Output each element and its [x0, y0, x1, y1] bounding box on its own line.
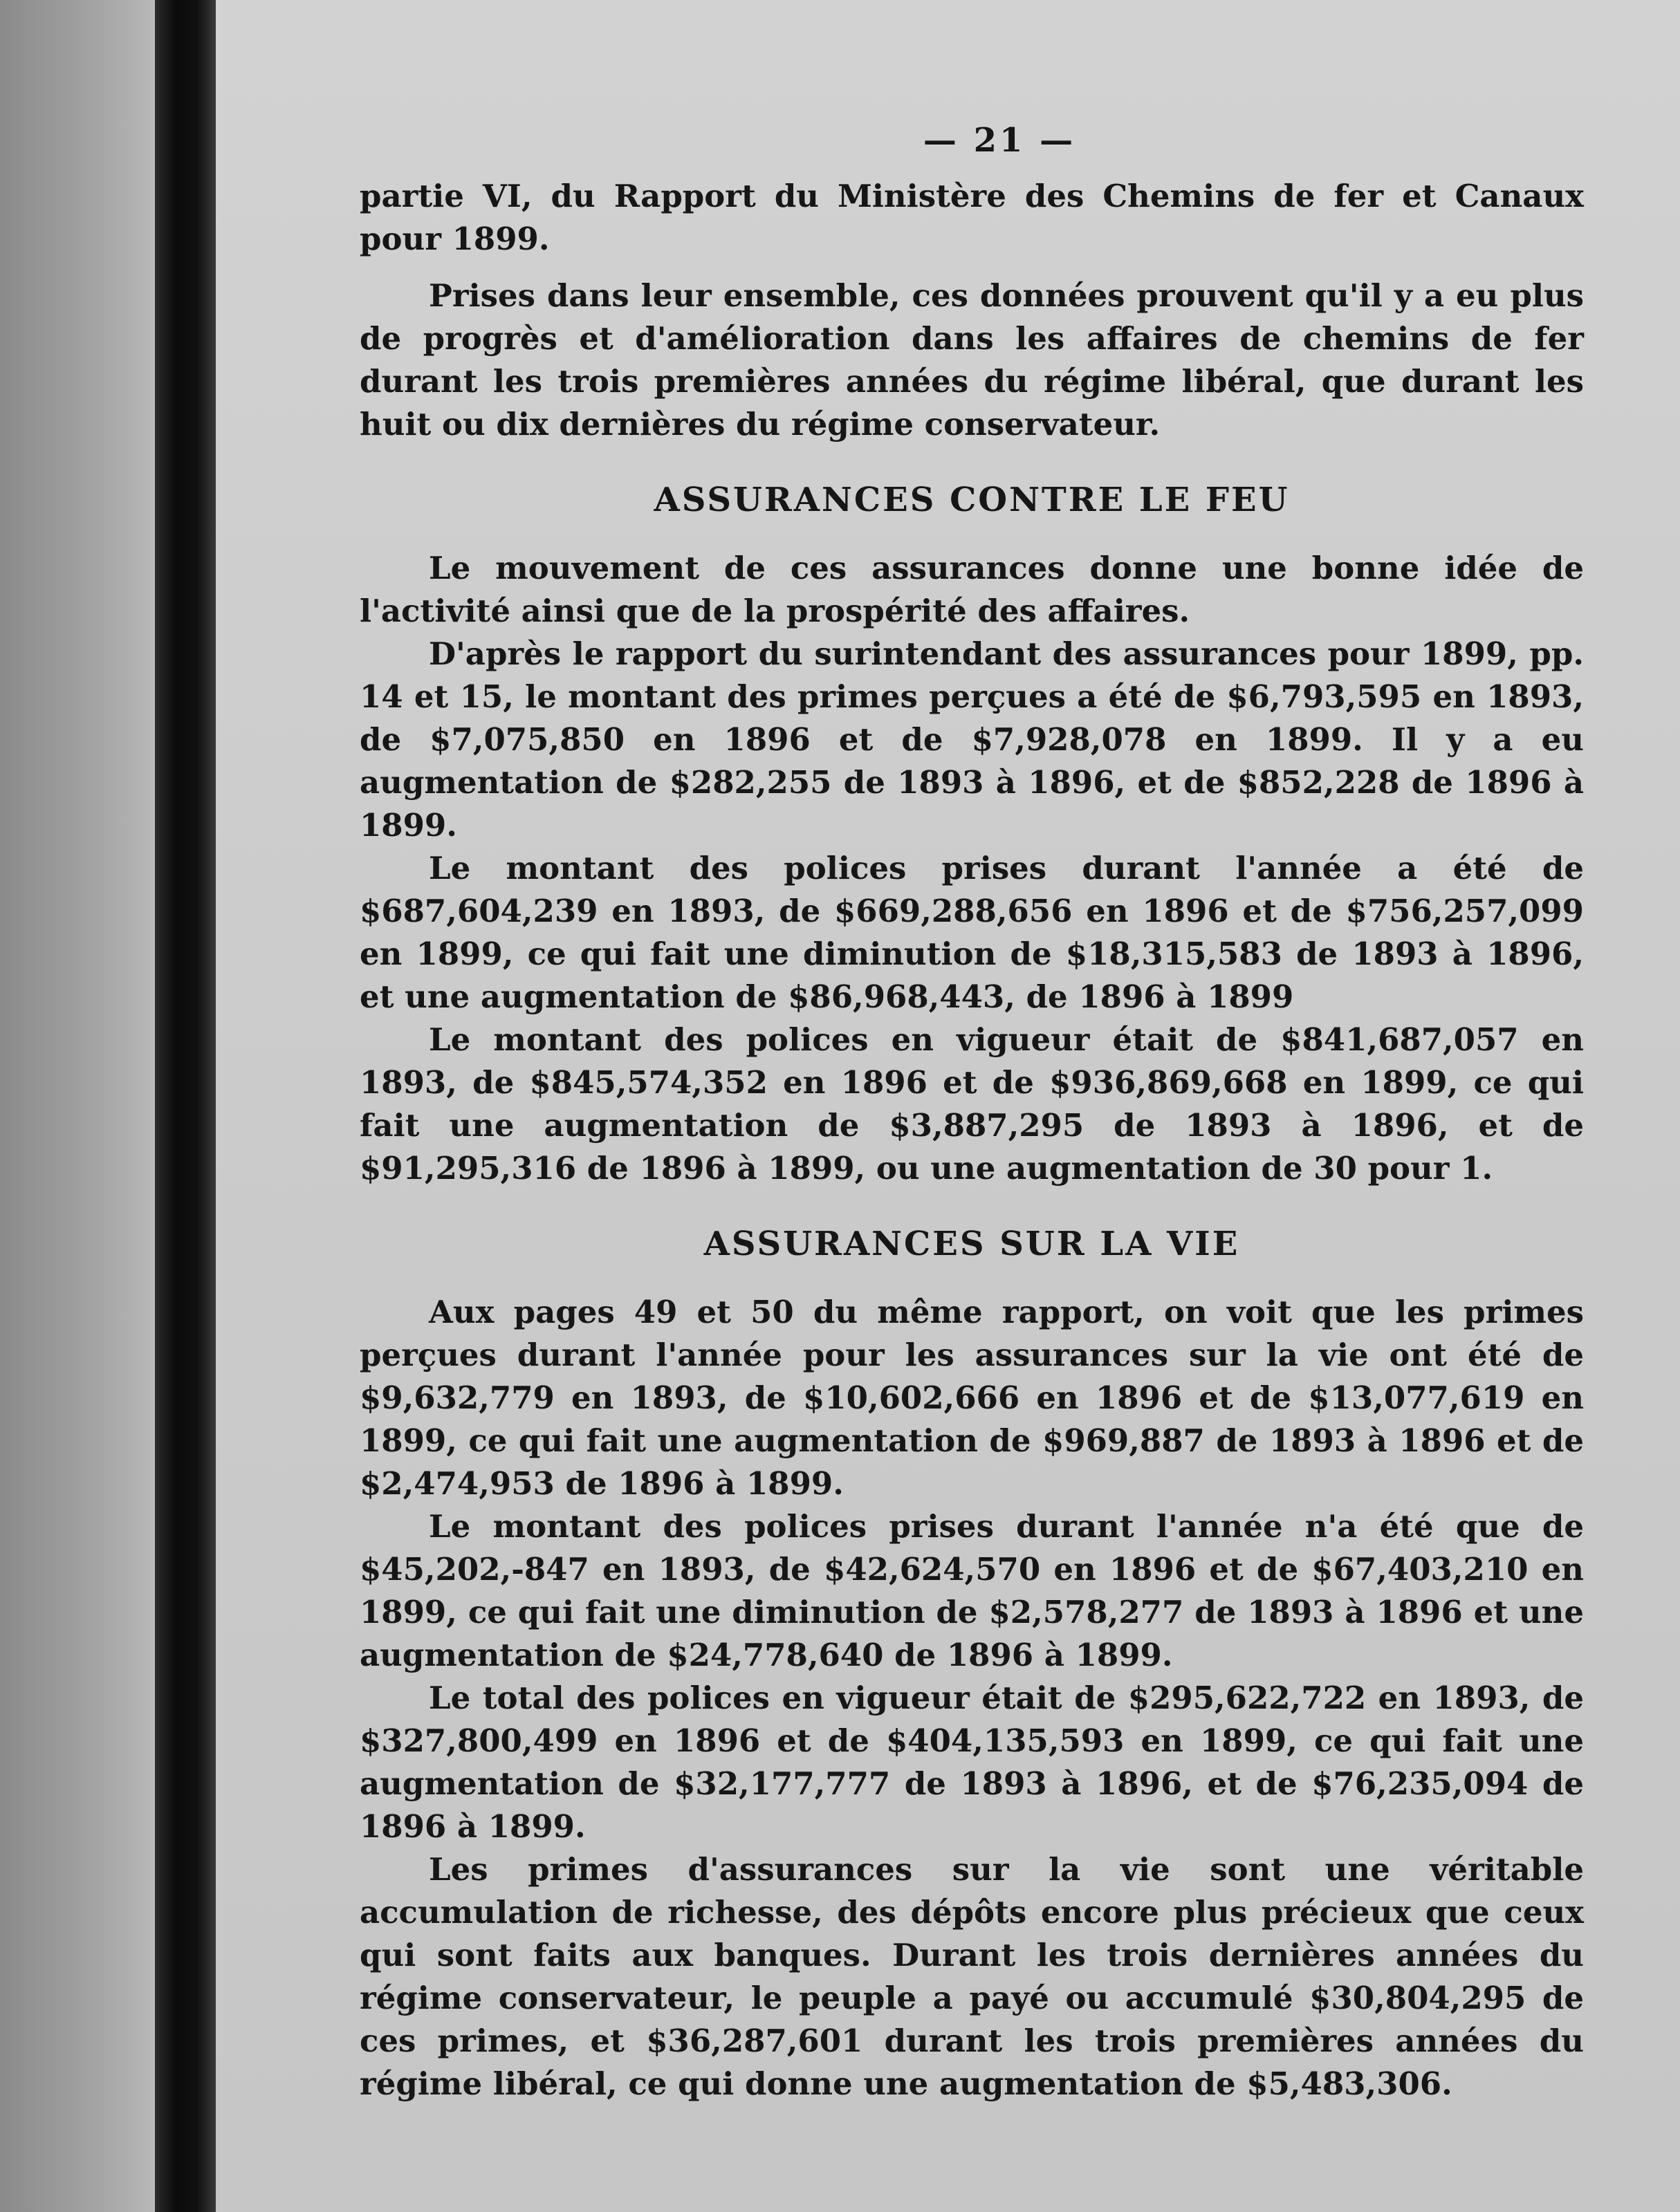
page-content: [360, 121, 1584, 2106]
fire-paragraph-1: Le mouvement de ces assurances donne une bonne idée de l'activité ainsi que de la prospérité des affaires.: [360, 550, 1584, 629]
scan-left-margin: [0, 0, 155, 2212]
life-paragraph-2: Le montant des polices prises durant l'année n'a été que de $45,202,-847 en 1893, de $42,624,570 en 1896 et de $67,403,210 en 1899, ce qui fait une diminution de $2,578,277 de 1893 à 1896 et une augmentation de $24,778,640 de 1896 à 1899.: [360, 1508, 1584, 1673]
life-paragraph-1: Aux pages 49 et 50 du même rapport, on voit que les primes perçues durant l'année pour les assurances sur la vie ont été de $9,632,779 en 1893, de $10,602,666 en 1896 et de $13,077,619 en 1899, ce qui fait une augmentation de $969,887 de 1893 à 1896 et de $2,474,953 de 1896 à 1899.: [360, 1294, 1584, 1502]
intro-paragraph-1: partie VI, du Rapport du Ministère des Chemins de fer et Canaux pour 1899.: [360, 178, 1584, 257]
fire-paragraph-3: Le montant des polices prises durant l'année a été de $687,604,239 en 1893, de $669,288,656 en 1896 et de $756,257,099 en 1899, ce qui fait une diminution de $18,315,583 de 1893 à 1896, et une augmentation de $86,968,443, de 1896 à 1899: [360, 850, 1584, 1015]
life-paragraph-3: Le total des polices en vigueur était de $295,622,722 en 1893, de $327,800,499 en 1896 et de $404,135,593 en 1899, ce qui fait une augmentation de $32,177,777 de 1893 à 1896, et de $76,235,094 de 1896 à 1899.: [360, 1680, 1584, 1845]
life-paragraph-4: Les primes d'assurances sur la vie sont une véritable accumulation de richesse, des dépôts encore plus précieux que ceux qui sont faits aux banques. Durant les trois dernières années du régime conservateur, le peuple a payé ou accumulé $30,804,295 de ces primes, et $36,287,601 durant les trois premières années du régime libéral, ce qui donne une augmentation de $5,483,306.: [360, 1851, 1584, 2102]
section-heading-fire: ASSURANCES CONTRE LE FEU: [654, 481, 1290, 519]
book-gutter-shadow: [155, 0, 216, 2212]
section-heading-life: ASSURANCES SUR LA VIE: [703, 1225, 1240, 1263]
intro-paragraph-2: Prises dans leur ensemble, ces données prouvent qu'il y a eu plus de progrès et d'amélioration dans les affaires de chemins de fer durant les trois premières années du régime libéral, que durant les huit ou dix dernières du régime conservateur.: [360, 277, 1584, 443]
fire-paragraph-4: Le montant des polices en vigueur était de $841,687,057 en 1893, de $845,574,352 en 1896 et de $936,869,668 en 1899, ce qui fait une augmentation de $3,887,295 de 1893 à 1896, et de $91,295,316 de 1896 à 1899, ou une augmentation de 30 pour 1.: [360, 1021, 1584, 1187]
fire-paragraph-2: D'après le rapport du surintendant des assurances pour 1899, pp. 14 et 15, le montant des primes perçues a été de $6,793,595 en 1893, de $7,075,850 en 1896 et de $7,928,078 en 1899. Il y a eu augmentation de $282,255 de 1893 à 1896, et de $852,228 de 1896 à 1899.: [360, 635, 1584, 844]
page-number: — 21 —: [923, 121, 1076, 160]
